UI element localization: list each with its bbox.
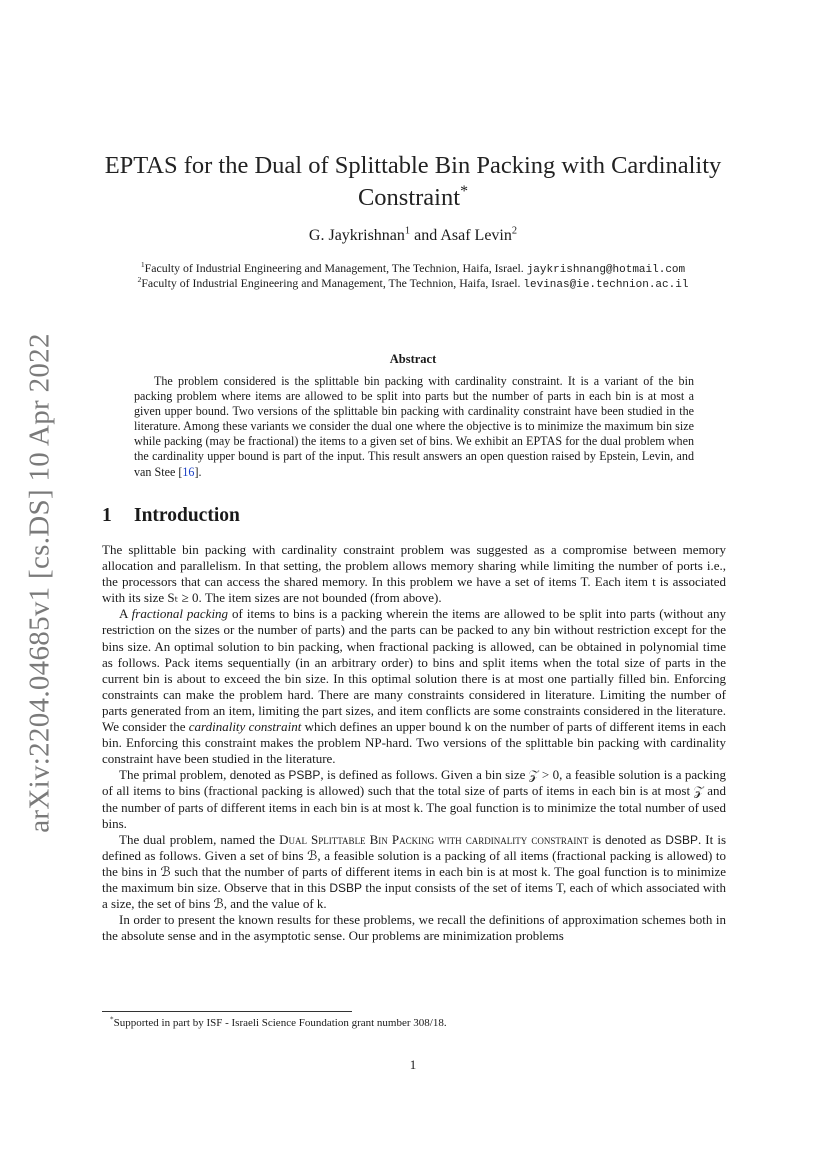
emphasis: cardinality constraint — [188, 719, 302, 735]
paragraph-text: of items to bins is a packing wherein the items are allowed to be split into parts (without any restriction on the sizes or the number of parts) and the parts can be packed to any bin without restriction except for the bins size. An optimal solution to bin packing, when fractional packing is allowed, can be obtained in polynomial time as follows. Pack items sequentially (in an arbitrary order) to bins and split items when the total size of parts in the current bin is about to exceed the bin size. In this optimal solution there is at most one partially filled bin. Enforcing constraints can make the problem hard. There are many constraints considered in literature. Limiting the number of parts generated from an item, limiting the part sizes, and item conflicts are some constraints considered in the literature. We consider the — [102, 606, 727, 735]
section-number: 1 — [102, 505, 112, 526]
affiliation-text: Faculty of Industrial Engineering and Management, The Technion, Haifa, Israel. — [141, 276, 521, 290]
title-footnote-mark: * — [460, 182, 469, 200]
paragraph: In order to present the known results for these problems, we recall the definitions of approximation schemes both in the absolute sense and in the asymptotic sense. Our problems are minimization problems — [102, 912, 726, 944]
problem-title: Dual Splittable Bin Packing with cardinality constraint — [279, 831, 589, 847]
paragraph-text: A — [119, 606, 128, 622]
section-title: Introduction — [134, 505, 240, 526]
author-list — [100, 227, 726, 245]
paragraph-text: is denoted as — [592, 831, 662, 847]
author-joiner: and — [410, 227, 441, 244]
problem-name: DSBP — [665, 832, 698, 847]
paragraph-text: , is defined as follows. Given a bin size 𝒵 > 0, a feasible solution is a packing of all items to bins (fractional packing is allowed) such that the total size of parts of items in each bin is at most 𝒵 and the number of parts of different items in each bin is at most k. The goal function is to minimize the total number of used bins. — [102, 767, 727, 831]
paragraph-text: the input consists of the set of items T, each of which associated with a size, the set of bins ℬ, and the value of k. — [102, 879, 727, 912]
paragraph-text: The primal problem, denoted as — [119, 767, 286, 783]
body-text — [102, 542, 726, 944]
paragraph — [102, 832, 726, 912]
arxiv-stamp — [22, 332, 58, 833]
affiliation — [100, 276, 726, 291]
page-number: 1 — [409, 1057, 417, 1072]
author-name: G. Jaykrishnan — [308, 227, 405, 244]
arxiv-stamp-text: arXiv:2204.04685v1 [cs.DS] 10 Apr 2022 — [23, 332, 56, 833]
emphasis: fractional packing — [131, 606, 229, 622]
affiliation-email[interactable]: levinas@ie.technion.ac.il — [523, 279, 689, 291]
abstract-heading: Abstract — [389, 352, 437, 366]
abstract-text: The problem considered is the splittable bin packing with cardinality constraint. It is a variant of the bin packing problem where items are allowed to be split into parts but the number of parts in each bin is at most a given upper bound. Two versions of the splittable bin packing with cardinality constraint have been studied in the literature. Among these variants we consider the dual one where the objective is to minimize the maximum bin size while packing (may be fractional) the items to a given set of bins. We exhibit an EPTAS for the dual problem when the cardinality upper bound is part of the input. This result answers an open question raised by Epstein, Levin, and van Stee — [134, 374, 694, 479]
author-mark: 1 — [404, 225, 411, 237]
affiliation-email[interactable]: jaykrishnang@hotmail.com — [526, 264, 686, 276]
paragraph: The splittable bin packing with cardinality constraint problem was suggested as a compromise between memory allocation and parallelism. In that setting, the problem allows memory sharing while limiting the number of ports i.e., the processors that can access the shared memory. In this problem we have a set of items T. Each item t is associated with its size Sₜ ≥ 0. The item sizes are not bounded (from above). — [102, 542, 726, 606]
paragraph — [102, 767, 726, 831]
affiliation-mark: 2 — [137, 275, 142, 285]
affiliation-mark: 1 — [140, 260, 145, 270]
paragraph-text: which defines an upper bound k on the number of parts of different items in each bin. Enforcing this constraint makes the problem NP-hard. Two versions of the splittable bin packing with cardinality constraint have been studied in the literature. — [102, 719, 726, 767]
footnote — [110, 1017, 447, 1029]
paragraph-text: . It is defined as follows. Given a set of bins ℬ, a feasible solution is a packing of all items (fractional packing is allowed) to the bins in ℬ such that the number of parts of different items in each bin is at most k. The goal function is to minimize the maximum bin size. Observe that in this — [102, 831, 727, 895]
affiliation-text: Faculty of Industrial Engineering and Management, The Technion, Haifa, Israel. — [144, 261, 524, 275]
problem-name: PSBP — [288, 768, 321, 783]
paragraph-text: The dual problem, named the — [119, 831, 276, 847]
footnote-rule — [102, 1011, 352, 1012]
footnote-text: Supported in part by ISF - Israeli Science Foundation grant number 308/18. — [113, 1017, 447, 1029]
section-heading — [102, 505, 240, 527]
paragraph — [102, 606, 726, 767]
abstract-body: The problem considered is the splittable bin packing with cardinality constraint. It is a variant of the bin packing problem where items are allowed to be split into parts but the number of parts in each bin is at most a given upper bound. Two versions of the splittable bin packing with cardinality constraint have been studied in the literature. Among these variants we consider the dual one where the objective is to minimize the maximum bin size while packing (may be fractional) the items to a given set of bins. We exhibit an EPTAS for the dual problem when the cardinality upper bound is part of the input. This result answers an open question raised by Epstein, Levin, and van Stee [16]. — [134, 374, 694, 479]
author-mark: 2 — [511, 225, 518, 237]
paper-title-text: EPTAS for the Dual of Splittable Bin Packing with Cardinality Constraint — [104, 152, 722, 211]
problem-name: DSBP — [329, 880, 363, 895]
paper-title — [100, 150, 726, 214]
footnote-mark: * — [110, 1015, 114, 1024]
author-name: Asaf Levin — [440, 227, 512, 244]
affiliation — [100, 261, 726, 276]
citation-link[interactable]: 16 — [182, 464, 195, 479]
